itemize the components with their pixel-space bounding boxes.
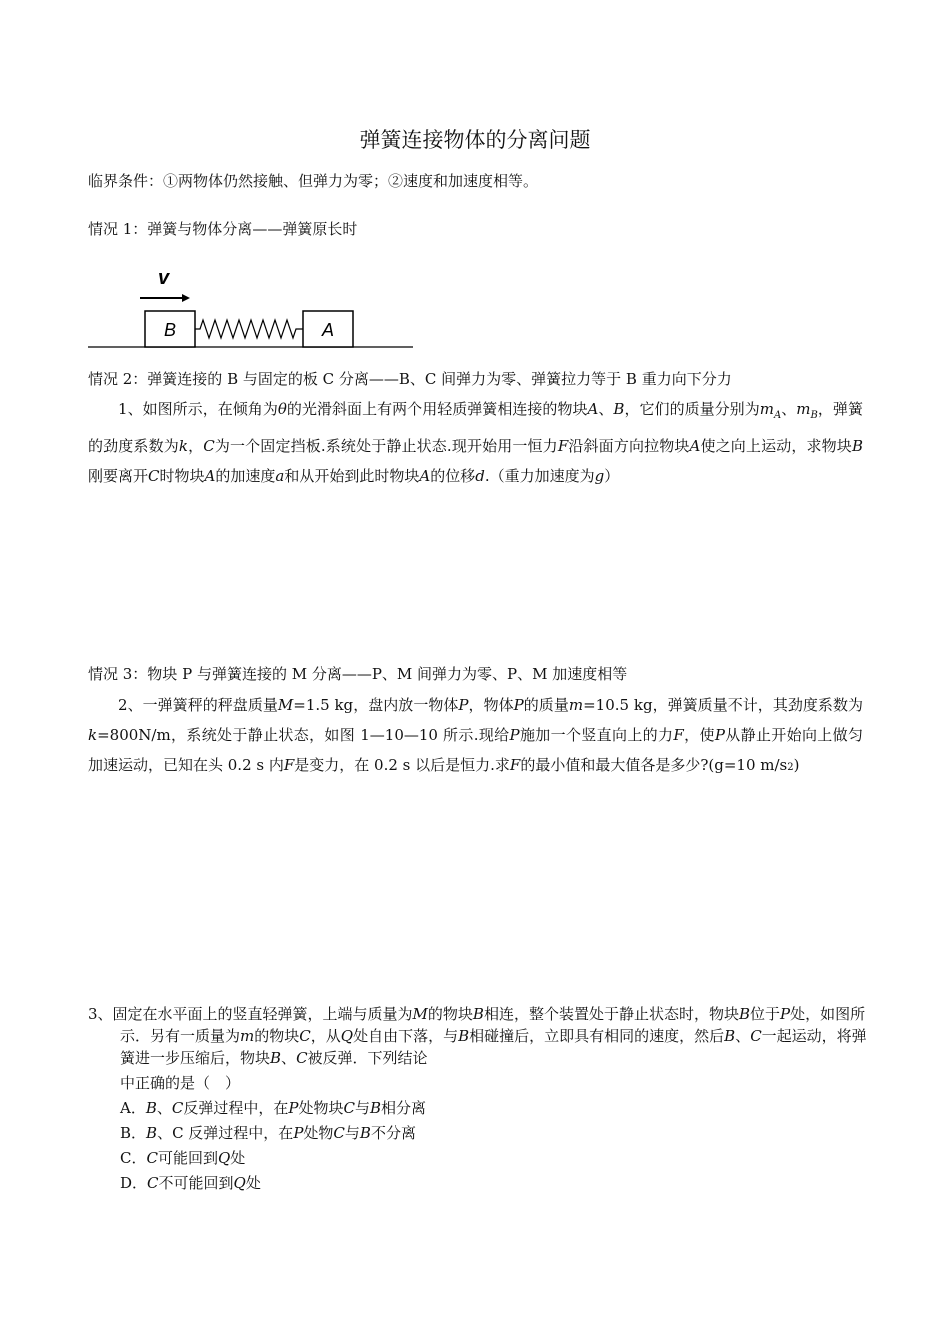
question-3-stem: 3、固定在水平面上的竖直轻弹簧，上端与质量为M的物块B相连，整个装置处于静止状态时，物块B位于P处，如图所示．另有一质量为m的物块C，从Q处自由下落，与B相碰撞后，立即具有相同的速度，然后B、C一起运动，将弹簧进一步压缩后，物块B、C被反弹．下列结论 (88, 1005, 867, 1067)
question-1: 1、如图所示，在倾角为θ的光滑斜面上有两个用轻质弹簧相连接的物块A、B，它们的质量分别为$m_A$、$m_B$，弹簧的劲度系数为k，C为一个固定挡板.系统处于静止状态.现开始用一恒力F沿斜面方向拉物块A使之向上运动，求物块B刚要离开C时物块A的加速度a和从开始到此时物块A的位移d.（重力加速度为g） (88, 400, 863, 485)
page-title: 弹簧连接物体的分离问题 (359, 128, 591, 152)
critical-conditions: 临界条件：①两物体仍然接触、但弹力为零；②速度和加速度相等。 (88, 172, 539, 190)
case-1-heading: 情况 1：弹簧与物体分离——弹簧原长时 (88, 220, 358, 238)
block-a-label: A (321, 320, 335, 340)
question-2: 2、一弹簧秤的秤盘质量M=1.5 kg，盘内放一物体P，物体P的质量m=10.5 kg，弹簧质量不计，其劲度系数为k=800N/m，系统处于静止状态，如图 1—10—10 所示.现给P施加一个竖直向上的力F，使P从静止开始向上做匀加速运动，已知在头 0.2 s 内F是变力，在 0.2 s 以后是恒力.求F的最小值和最大值各是多少?(g=10 m/s2) (88, 696, 863, 774)
question-3 (88, 1003, 868, 1194)
block-b-label: B (163, 320, 177, 340)
case-3-heading: 情况 3：物块 P 与弹簧连接的 M 分离——P、M 间弹力为零、P、M 加速度相等 (88, 665, 628, 683)
case-2-heading: 情况 2：弹簧连接的 B 与固定的板 C 分离——B、C 间弹力为零、弹簧拉力等于 B 重力向下分力 (88, 370, 732, 388)
velocity-arrow (140, 294, 190, 302)
spring-coil (195, 320, 303, 338)
spring-blocks-figure (88, 262, 418, 354)
velocity-label: v (158, 267, 170, 289)
option-a[interactable]: A．B、C反弹过程中，在P处物块C与B相分离 (120, 1099, 427, 1117)
question-3-prompt: 中正确的是（ ） (120, 1074, 241, 1092)
option-c[interactable]: C．C可能回到Q处 (120, 1149, 246, 1167)
option-d[interactable]: D．C不可能回到Q处 (120, 1174, 261, 1192)
option-b[interactable]: B．B、C 反弹过程中，在P处物C与B不分离 (120, 1124, 416, 1142)
